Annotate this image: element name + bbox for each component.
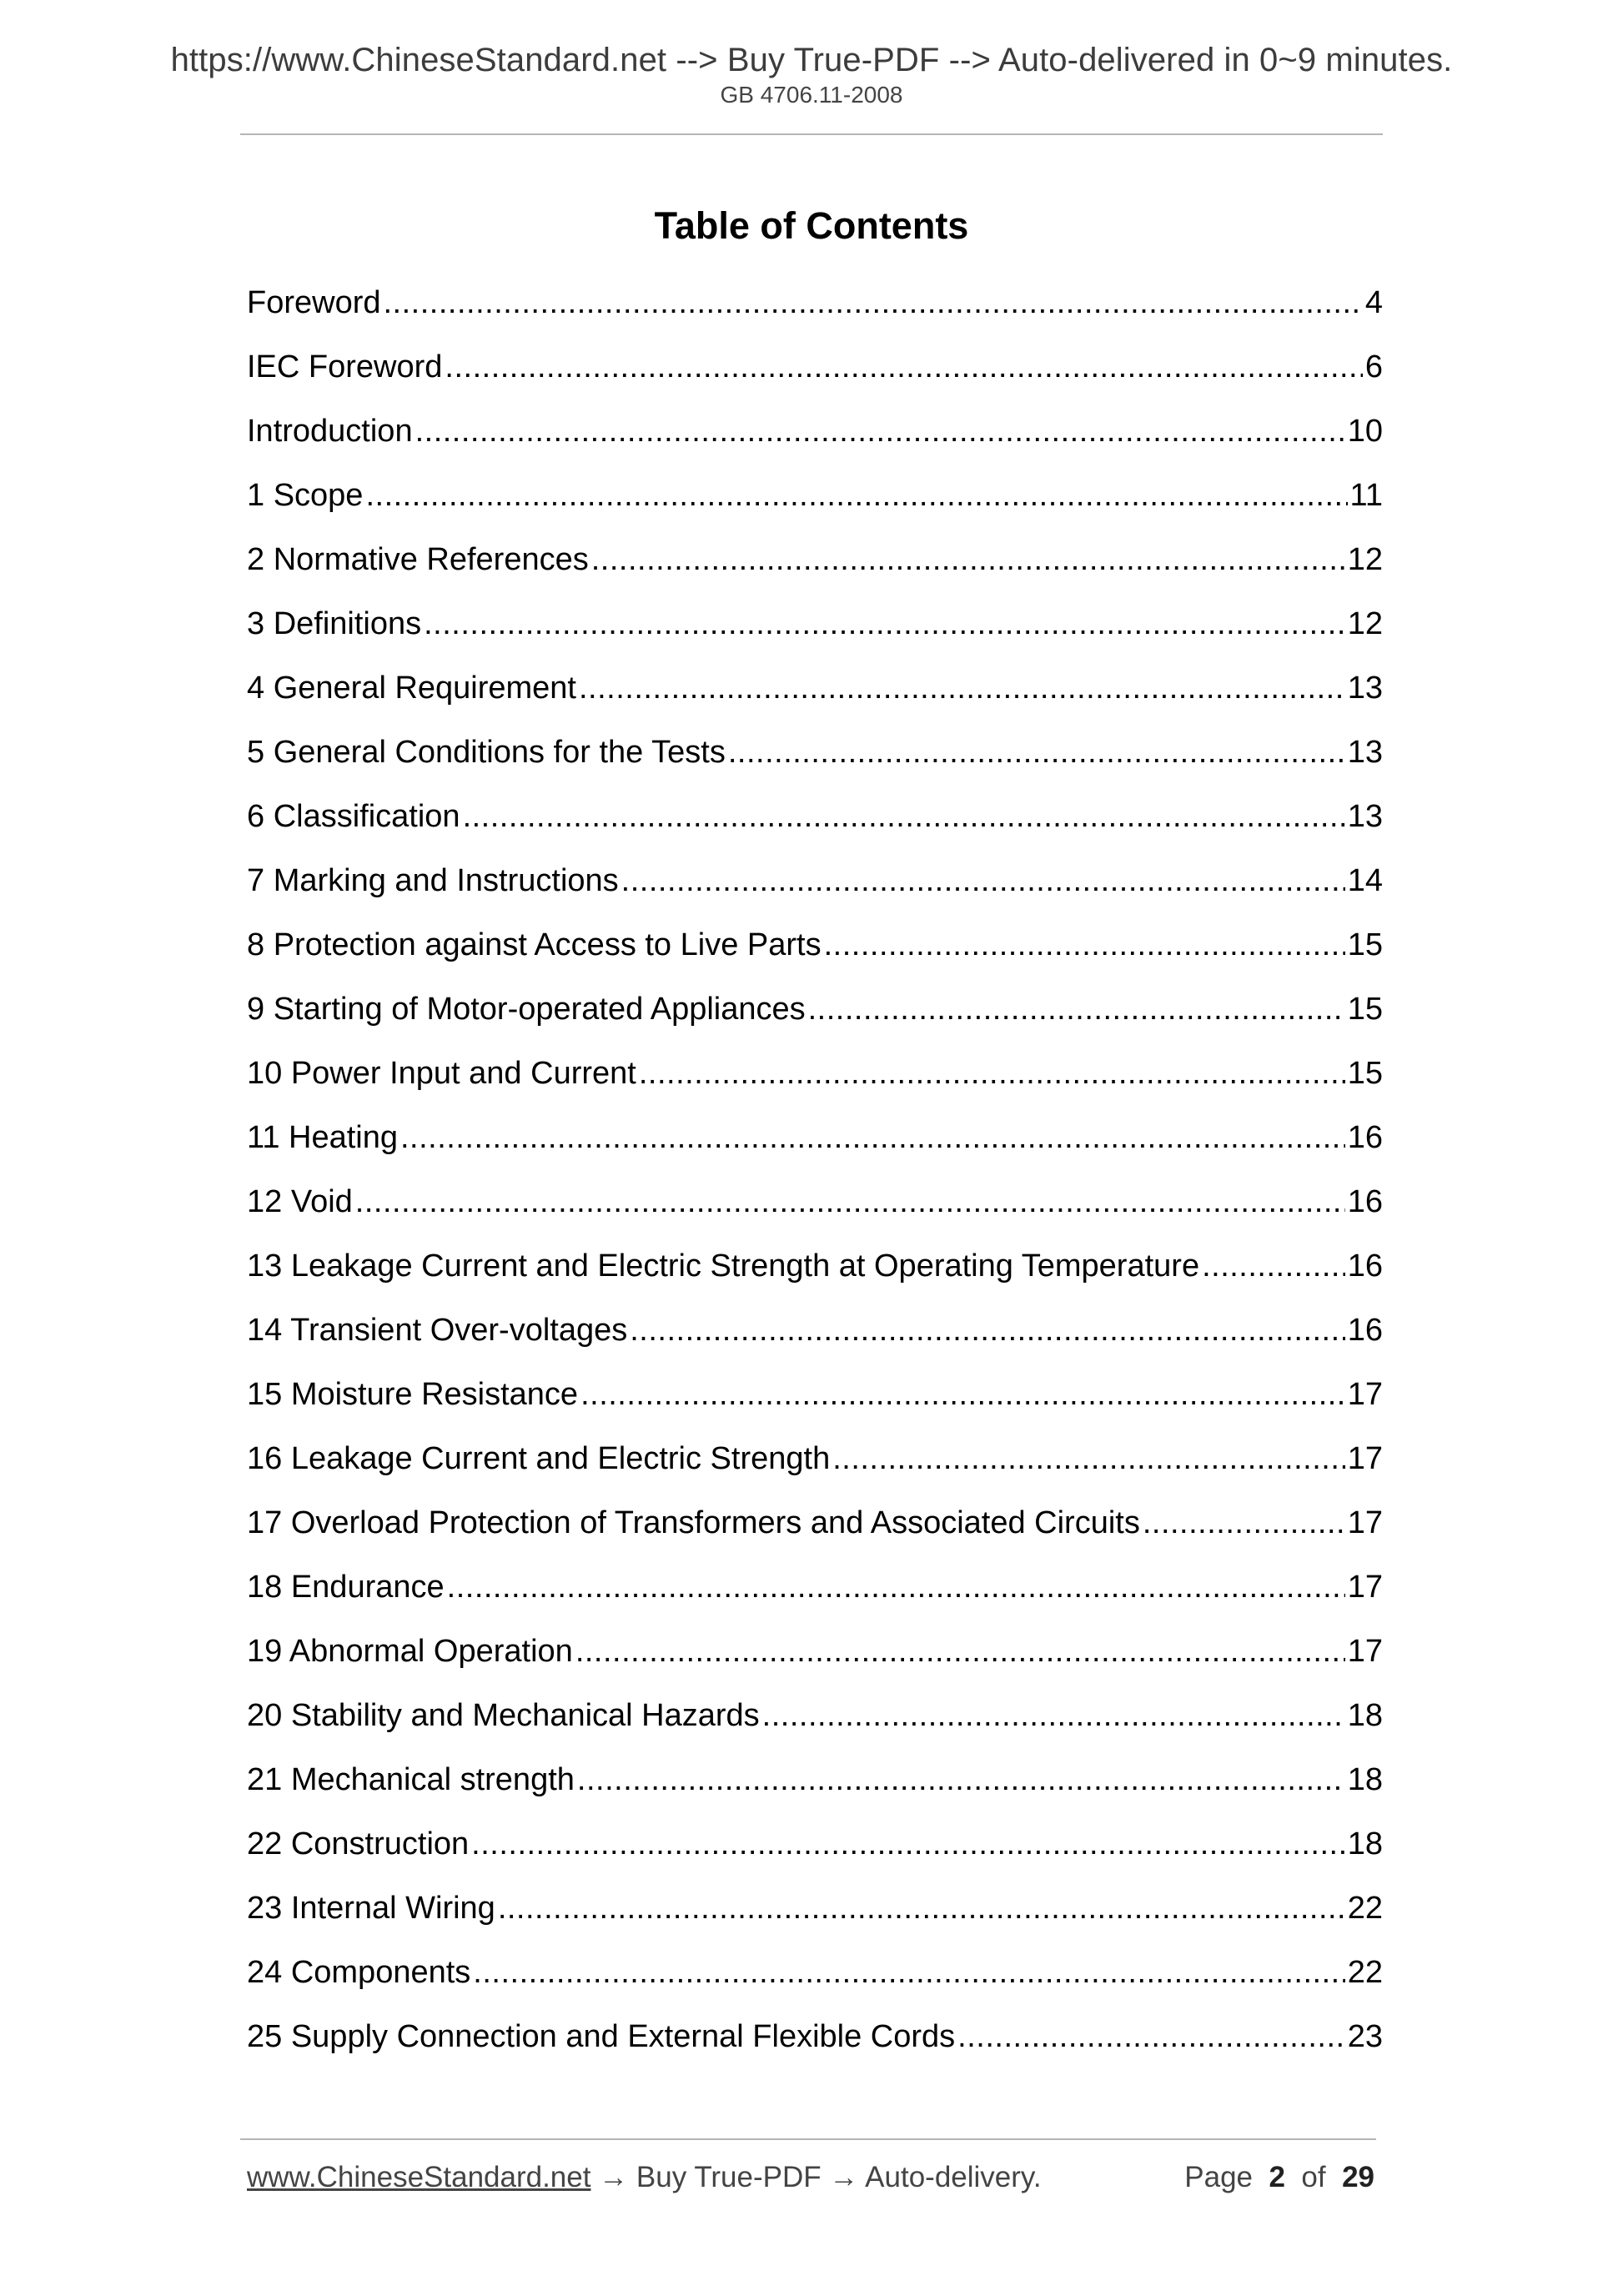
toc-entry-label: 12 Void bbox=[247, 1184, 353, 1219]
toc-entry[interactable] bbox=[247, 1695, 1383, 1759]
toc-entry-page: 16 bbox=[1347, 1313, 1383, 1348]
toc-entry-page: 10 bbox=[1347, 414, 1383, 449]
page-total: 29 bbox=[1342, 2161, 1374, 2193]
toc-entry[interactable] bbox=[247, 1309, 1383, 1374]
toc-entry[interactable] bbox=[247, 475, 1383, 539]
toc-entry-label: 22 Construction bbox=[247, 1826, 470, 1861]
toc-entry-label: 11 Heating bbox=[247, 1120, 398, 1155]
toc-dot-leader bbox=[591, 539, 1345, 580]
toc-entry[interactable] bbox=[247, 603, 1383, 667]
toc-entry-page: 22 bbox=[1347, 1891, 1383, 1926]
toc-entry[interactable] bbox=[247, 1502, 1383, 1566]
toc-dot-leader bbox=[424, 603, 1345, 645]
footer-tagline: → Buy True-PDF → Auto-delivery. bbox=[590, 2161, 1042, 2193]
toc-entry-label: 19 Abnormal Operation bbox=[247, 1634, 573, 1669]
toc-dot-leader bbox=[1143, 1502, 1345, 1544]
document-code: GB 4706.11-2008 bbox=[720, 82, 903, 108]
toc-entry-label: 6 Classification bbox=[247, 799, 460, 834]
toc-entry-page: 18 bbox=[1347, 1762, 1383, 1797]
toc-entry[interactable] bbox=[247, 1181, 1383, 1245]
toc-entry-label: Introduction bbox=[247, 414, 413, 449]
toc-dot-leader bbox=[762, 1695, 1345, 1736]
toc-entry-page: 12 bbox=[1347, 542, 1383, 577]
toc-entry-label: 14 Transient Over-voltages bbox=[247, 1313, 628, 1348]
toc-entry-label: 13 Leakage Current and Electric Strength at Operating Temperature bbox=[247, 1248, 1200, 1284]
toc-entry[interactable] bbox=[247, 346, 1383, 410]
toc-entry-label: 15 Moisture Resistance bbox=[247, 1377, 579, 1412]
toc-entry[interactable] bbox=[247, 1117, 1383, 1181]
toc-dot-leader bbox=[832, 1438, 1345, 1480]
toc-dot-leader bbox=[1202, 1245, 1345, 1287]
toc-dot-leader bbox=[463, 796, 1345, 837]
toc-entry-label: 24 Components bbox=[247, 1955, 471, 1990]
toc-entry-label: 9 Starting of Motor-operated Appliances bbox=[247, 992, 806, 1027]
toc-entry-page: 17 bbox=[1347, 1441, 1383, 1476]
footer-divider bbox=[240, 2138, 1376, 2140]
toc-dot-leader bbox=[630, 1309, 1344, 1351]
toc-dot-leader bbox=[639, 1053, 1345, 1094]
toc-dot-leader bbox=[580, 1374, 1345, 1415]
toc-entry[interactable] bbox=[247, 1438, 1383, 1502]
toc-entry-label: 17 Overload Protection of Transformers and Associated Circuits bbox=[247, 1505, 1140, 1540]
toc-dot-leader bbox=[808, 988, 1345, 1030]
toc-entry-page: 14 bbox=[1347, 863, 1383, 898]
toc-entry-page: 15 bbox=[1347, 992, 1383, 1027]
toc-entry[interactable] bbox=[247, 410, 1383, 475]
toc-entry[interactable] bbox=[247, 1759, 1383, 1823]
toc-entry-page: 23 bbox=[1347, 2019, 1383, 2054]
toc-entry[interactable] bbox=[247, 667, 1383, 731]
toc-entry-page: 15 bbox=[1347, 1056, 1383, 1091]
toc-entry[interactable] bbox=[247, 1952, 1383, 2016]
toc-title: Table of Contents bbox=[654, 204, 969, 247]
toc-entry-label: Foreword bbox=[247, 285, 381, 320]
toc-dot-leader bbox=[365, 475, 1347, 516]
toc-entry[interactable] bbox=[247, 2016, 1383, 2080]
toc-entry-page: 15 bbox=[1347, 927, 1383, 962]
toc-dot-leader bbox=[473, 1952, 1344, 1993]
toc-dot-leader bbox=[498, 1887, 1345, 1929]
toc-entry-page: 13 bbox=[1347, 735, 1383, 770]
toc-dot-leader bbox=[577, 1759, 1345, 1801]
toc-dot-leader bbox=[447, 1566, 1345, 1608]
toc-entry-page: 16 bbox=[1347, 1248, 1383, 1284]
toc-entry[interactable] bbox=[247, 1245, 1383, 1309]
toc-entry-page: 17 bbox=[1347, 1505, 1383, 1540]
page-word: Page bbox=[1184, 2161, 1254, 2193]
toc-entry[interactable] bbox=[247, 988, 1383, 1053]
toc-entry-label: 10 Power Input and Current bbox=[247, 1056, 636, 1091]
toc-entry-page: 18 bbox=[1347, 1698, 1383, 1733]
toc-entry-page: 16 bbox=[1347, 1184, 1383, 1219]
toc-entry[interactable] bbox=[247, 282, 1383, 346]
page-indicator bbox=[1184, 2163, 1374, 2192]
toc-entry-label: 5 General Conditions for the Tests bbox=[247, 735, 726, 770]
toc-entry-page: 17 bbox=[1347, 1570, 1383, 1605]
page-footer bbox=[247, 2163, 1374, 2192]
toc-entry-label: 21 Mechanical strength bbox=[247, 1762, 575, 1797]
toc-dot-leader bbox=[471, 1823, 1345, 1865]
toc-entry-label: IEC Foreword bbox=[247, 349, 443, 384]
page-current: 2 bbox=[1269, 2161, 1285, 2193]
toc-dot-leader bbox=[621, 860, 1345, 902]
toc-dot-leader bbox=[728, 731, 1345, 773]
toc-entry-page: 11 bbox=[1349, 478, 1383, 513]
toc-dot-leader bbox=[579, 667, 1345, 709]
table-of-contents bbox=[247, 282, 1383, 2080]
page-of: of bbox=[1301, 2161, 1326, 2193]
toc-entry-page: 17 bbox=[1347, 1634, 1383, 1669]
toc-entry[interactable] bbox=[247, 1887, 1383, 1952]
toc-dot-leader bbox=[575, 1630, 1345, 1672]
toc-dot-leader bbox=[415, 410, 1345, 452]
source-banner[interactable]: https://www.ChineseStandard.net --> Buy True-PDF --> Auto-delivered in 0~9 minutes. bbox=[170, 42, 1453, 78]
toc-entry[interactable] bbox=[247, 1823, 1383, 1887]
footer-site-link[interactable]: www.ChineseStandard.net bbox=[247, 2161, 591, 2193]
toc-dot-leader bbox=[384, 282, 1363, 324]
toc-entry-page: 6 bbox=[1364, 349, 1383, 384]
toc-entry-label: 4 General Requirement bbox=[247, 671, 576, 706]
toc-entry[interactable] bbox=[247, 539, 1383, 603]
toc-entry-page: 18 bbox=[1347, 1826, 1383, 1861]
header-divider bbox=[240, 133, 1383, 135]
toc-entry-label: 25 Supply Connection and External Flexible Cords bbox=[247, 2019, 956, 2054]
toc-dot-leader bbox=[445, 346, 1362, 388]
toc-entry-label: 7 Marking and Instructions bbox=[247, 863, 619, 898]
toc-entry[interactable] bbox=[247, 1566, 1383, 1630]
toc-dot-leader bbox=[824, 924, 1345, 966]
toc-entry-page: 17 bbox=[1347, 1377, 1383, 1412]
toc-entry[interactable] bbox=[247, 860, 1383, 924]
toc-entry[interactable] bbox=[247, 1630, 1383, 1695]
toc-dot-leader bbox=[957, 2016, 1345, 2057]
toc-entry[interactable] bbox=[247, 1053, 1383, 1117]
toc-entry-label: 1 Scope bbox=[247, 478, 364, 513]
toc-entry-page: 13 bbox=[1347, 671, 1383, 706]
toc-entry-label: 3 Definitions bbox=[247, 606, 422, 641]
toc-entry-label: 8 Protection against Access to Live Parts bbox=[247, 927, 822, 962]
toc-entry-label: 2 Normative References bbox=[247, 542, 589, 577]
toc-dot-leader bbox=[355, 1181, 1345, 1223]
toc-entry-page: 12 bbox=[1347, 606, 1383, 641]
toc-entry[interactable] bbox=[247, 924, 1383, 988]
toc-entry[interactable] bbox=[247, 796, 1383, 860]
toc-entry-page: 4 bbox=[1364, 285, 1383, 320]
toc-entry[interactable] bbox=[247, 1374, 1383, 1438]
toc-entry-page: 22 bbox=[1347, 1955, 1383, 1990]
toc-entry-label: 16 Leakage Current and Electric Strength bbox=[247, 1441, 831, 1476]
toc-entry-page: 16 bbox=[1347, 1120, 1383, 1155]
toc-dot-leader bbox=[400, 1117, 1345, 1158]
toc-entry-label: 23 Internal Wiring bbox=[247, 1891, 495, 1926]
toc-entry-label: 18 Endurance bbox=[247, 1570, 445, 1605]
toc-entry-page: 13 bbox=[1347, 799, 1383, 834]
toc-entry-label: 20 Stability and Mechanical Hazards bbox=[247, 1698, 760, 1733]
toc-entry[interactable] bbox=[247, 731, 1383, 796]
